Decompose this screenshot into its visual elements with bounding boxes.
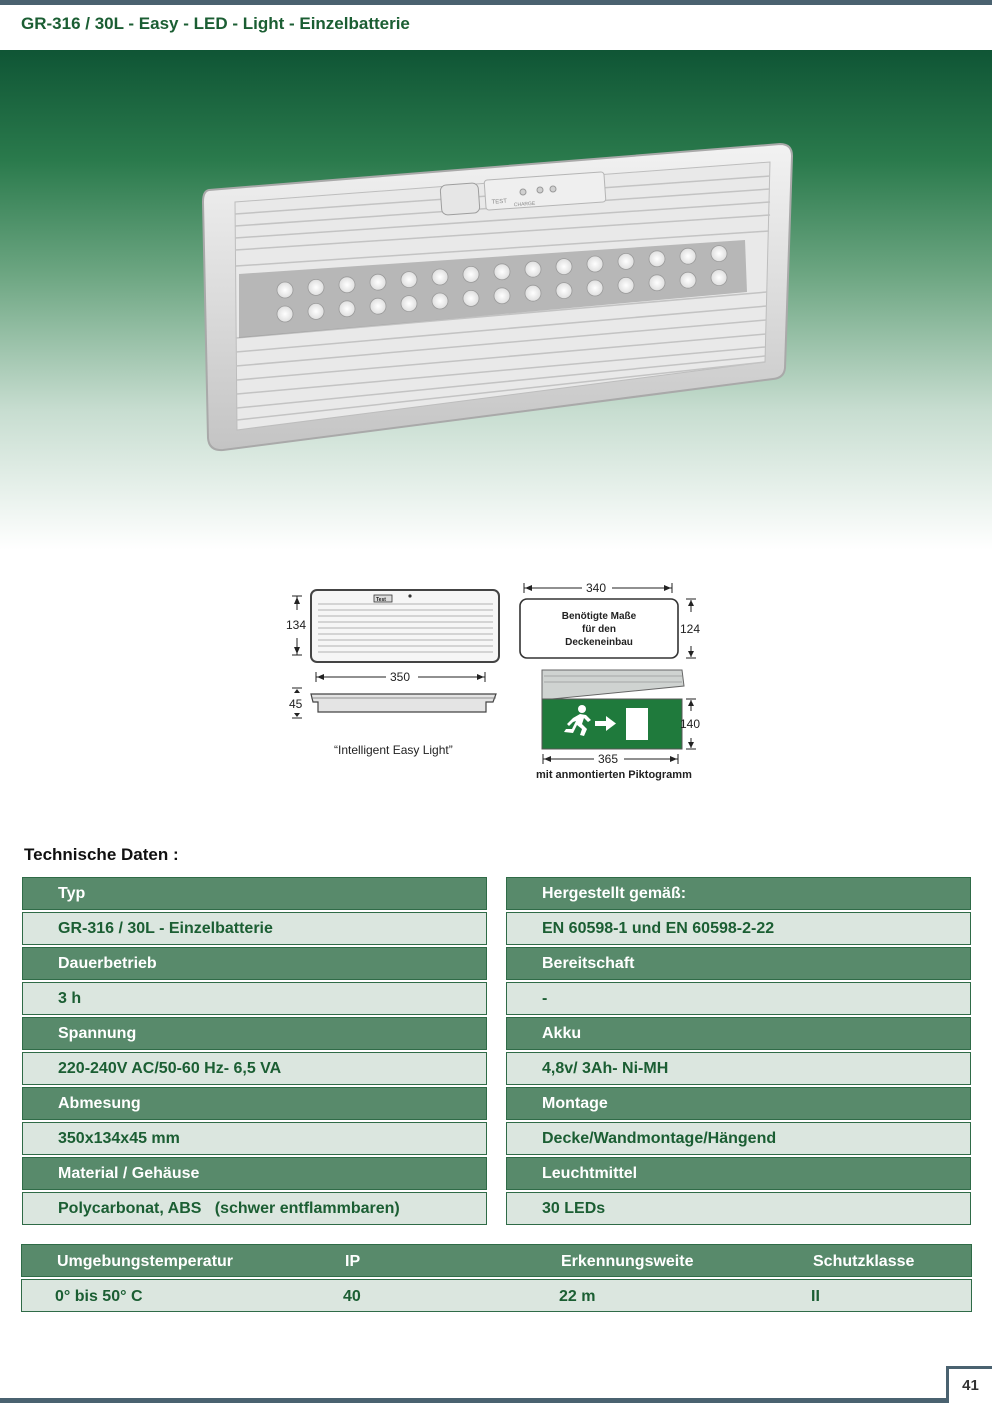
led (649, 251, 665, 267)
dim-cutout-height: 124 (680, 622, 701, 636)
tech-table-left (22, 877, 487, 1227)
spec-label: Bereitschaft (506, 947, 971, 980)
led (556, 283, 572, 299)
spec-label: Spannung (22, 1017, 487, 1050)
environment-table (21, 1244, 972, 1312)
spec-label: Montage (506, 1087, 971, 1120)
led (711, 246, 727, 262)
pictogram-caption: mit anmontierten Piktogramm (536, 769, 692, 781)
top-rule (0, 0, 992, 5)
spec-value: EN 60598-1 und EN 60598-2-22 (506, 912, 971, 945)
indicator-led (550, 186, 556, 192)
front-indicator (408, 594, 411, 597)
door-icon (626, 708, 648, 740)
table-cell: II (811, 1288, 820, 1305)
tech-data-heading: Technische Daten : (24, 845, 179, 864)
led (370, 298, 386, 314)
led (277, 306, 293, 322)
spec-label: Dauerbetrieb (22, 947, 487, 980)
front-view (311, 590, 499, 662)
dim-pictogram-height: 140 (680, 717, 701, 731)
led (339, 277, 355, 293)
front-caption: “Intelligent Easy Light” (334, 743, 453, 757)
dim-pictogram-width: 365 (598, 752, 619, 766)
led (587, 280, 603, 296)
table-cell: 40 (343, 1288, 361, 1305)
product-hero (0, 50, 992, 550)
spec-value: 4,8v/ 3Ah- Ni-MH (506, 1052, 971, 1085)
bottom-rule (0, 1398, 992, 1403)
led (432, 293, 448, 309)
led (525, 285, 541, 301)
led (308, 279, 324, 295)
led (618, 277, 634, 293)
spec-label: Hergestellt gemäß: (506, 877, 971, 910)
led (308, 303, 324, 319)
led (463, 290, 479, 306)
dim-cutout-width: 340 (586, 581, 607, 595)
page-number: 41 (962, 1377, 979, 1394)
pictogram-lamp (542, 670, 684, 700)
spec-label: Material / Gehäuse (22, 1157, 487, 1190)
indicator-led (520, 189, 526, 195)
tech-table-right (506, 877, 971, 1227)
spec-value: Polycarbonat, ABS (schwer entflammbaren) (22, 1192, 487, 1225)
environment-value-row (21, 1279, 972, 1312)
column-header: Erkennungsweite (561, 1253, 694, 1270)
spec-value: 30 LEDs (506, 1192, 971, 1225)
indicator-led (537, 187, 543, 193)
column-header: Schutzklasse (813, 1253, 915, 1270)
spec-value: GR-316 / 30L - Einzelbatterie (22, 912, 487, 945)
technical-drawings (280, 578, 720, 790)
led (711, 270, 727, 286)
led (680, 272, 696, 288)
spec-value: 220-240V AC/50-60 Hz- 6,5 VA (22, 1052, 487, 1085)
cutout-text-2: für den (582, 624, 616, 635)
column-header: IP (345, 1253, 361, 1270)
dim-front-height: 134 (286, 618, 307, 632)
column-header: Umgebungstemperatur (57, 1253, 234, 1270)
spec-label: Leuchtmittel (506, 1157, 971, 1190)
led (556, 259, 572, 275)
led (618, 253, 634, 269)
led (587, 256, 603, 272)
spec-value: - (506, 982, 971, 1015)
led (401, 296, 417, 312)
dim-front-width: 350 (390, 670, 411, 684)
led (370, 274, 386, 290)
side-view (311, 694, 496, 712)
led (463, 266, 479, 282)
page-number-box (946, 1366, 992, 1403)
led (277, 282, 293, 298)
led (432, 269, 448, 285)
spec-value: 3 h (22, 982, 487, 1015)
led (494, 288, 510, 304)
spec-value: 350x134x45 mm (22, 1122, 487, 1155)
led (649, 275, 665, 291)
environment-header-row (21, 1244, 972, 1277)
page-title: GR-316 / 30L - Easy - LED - Light - Einzelbatterie (21, 14, 410, 33)
spec-label: Akku (506, 1017, 971, 1050)
led (401, 272, 417, 288)
spec-label: Typ (22, 877, 487, 910)
led (680, 248, 696, 264)
cutout-text-1: Benötigte Maße (561, 611, 637, 622)
table-cell: 0° bis 50° C (55, 1288, 143, 1305)
spec-label: Abmesung (22, 1087, 487, 1120)
table-cell: 22 m (559, 1288, 596, 1305)
dimension-drawings (280, 578, 720, 790)
led (339, 301, 355, 317)
dim-side-depth: 45 (289, 697, 303, 711)
cutout-text-3: Deckeneinbau (565, 637, 633, 648)
test-button (440, 183, 480, 216)
led-lamp-illustration (195, 142, 800, 462)
led (525, 261, 541, 277)
led (494, 264, 510, 280)
front-test-tag-label: Test (376, 597, 386, 603)
charge-label: CHARGE (513, 200, 536, 209)
spec-value: Decke/Wandmontage/Hängend (506, 1122, 971, 1155)
test-label: TEST (491, 198, 508, 206)
